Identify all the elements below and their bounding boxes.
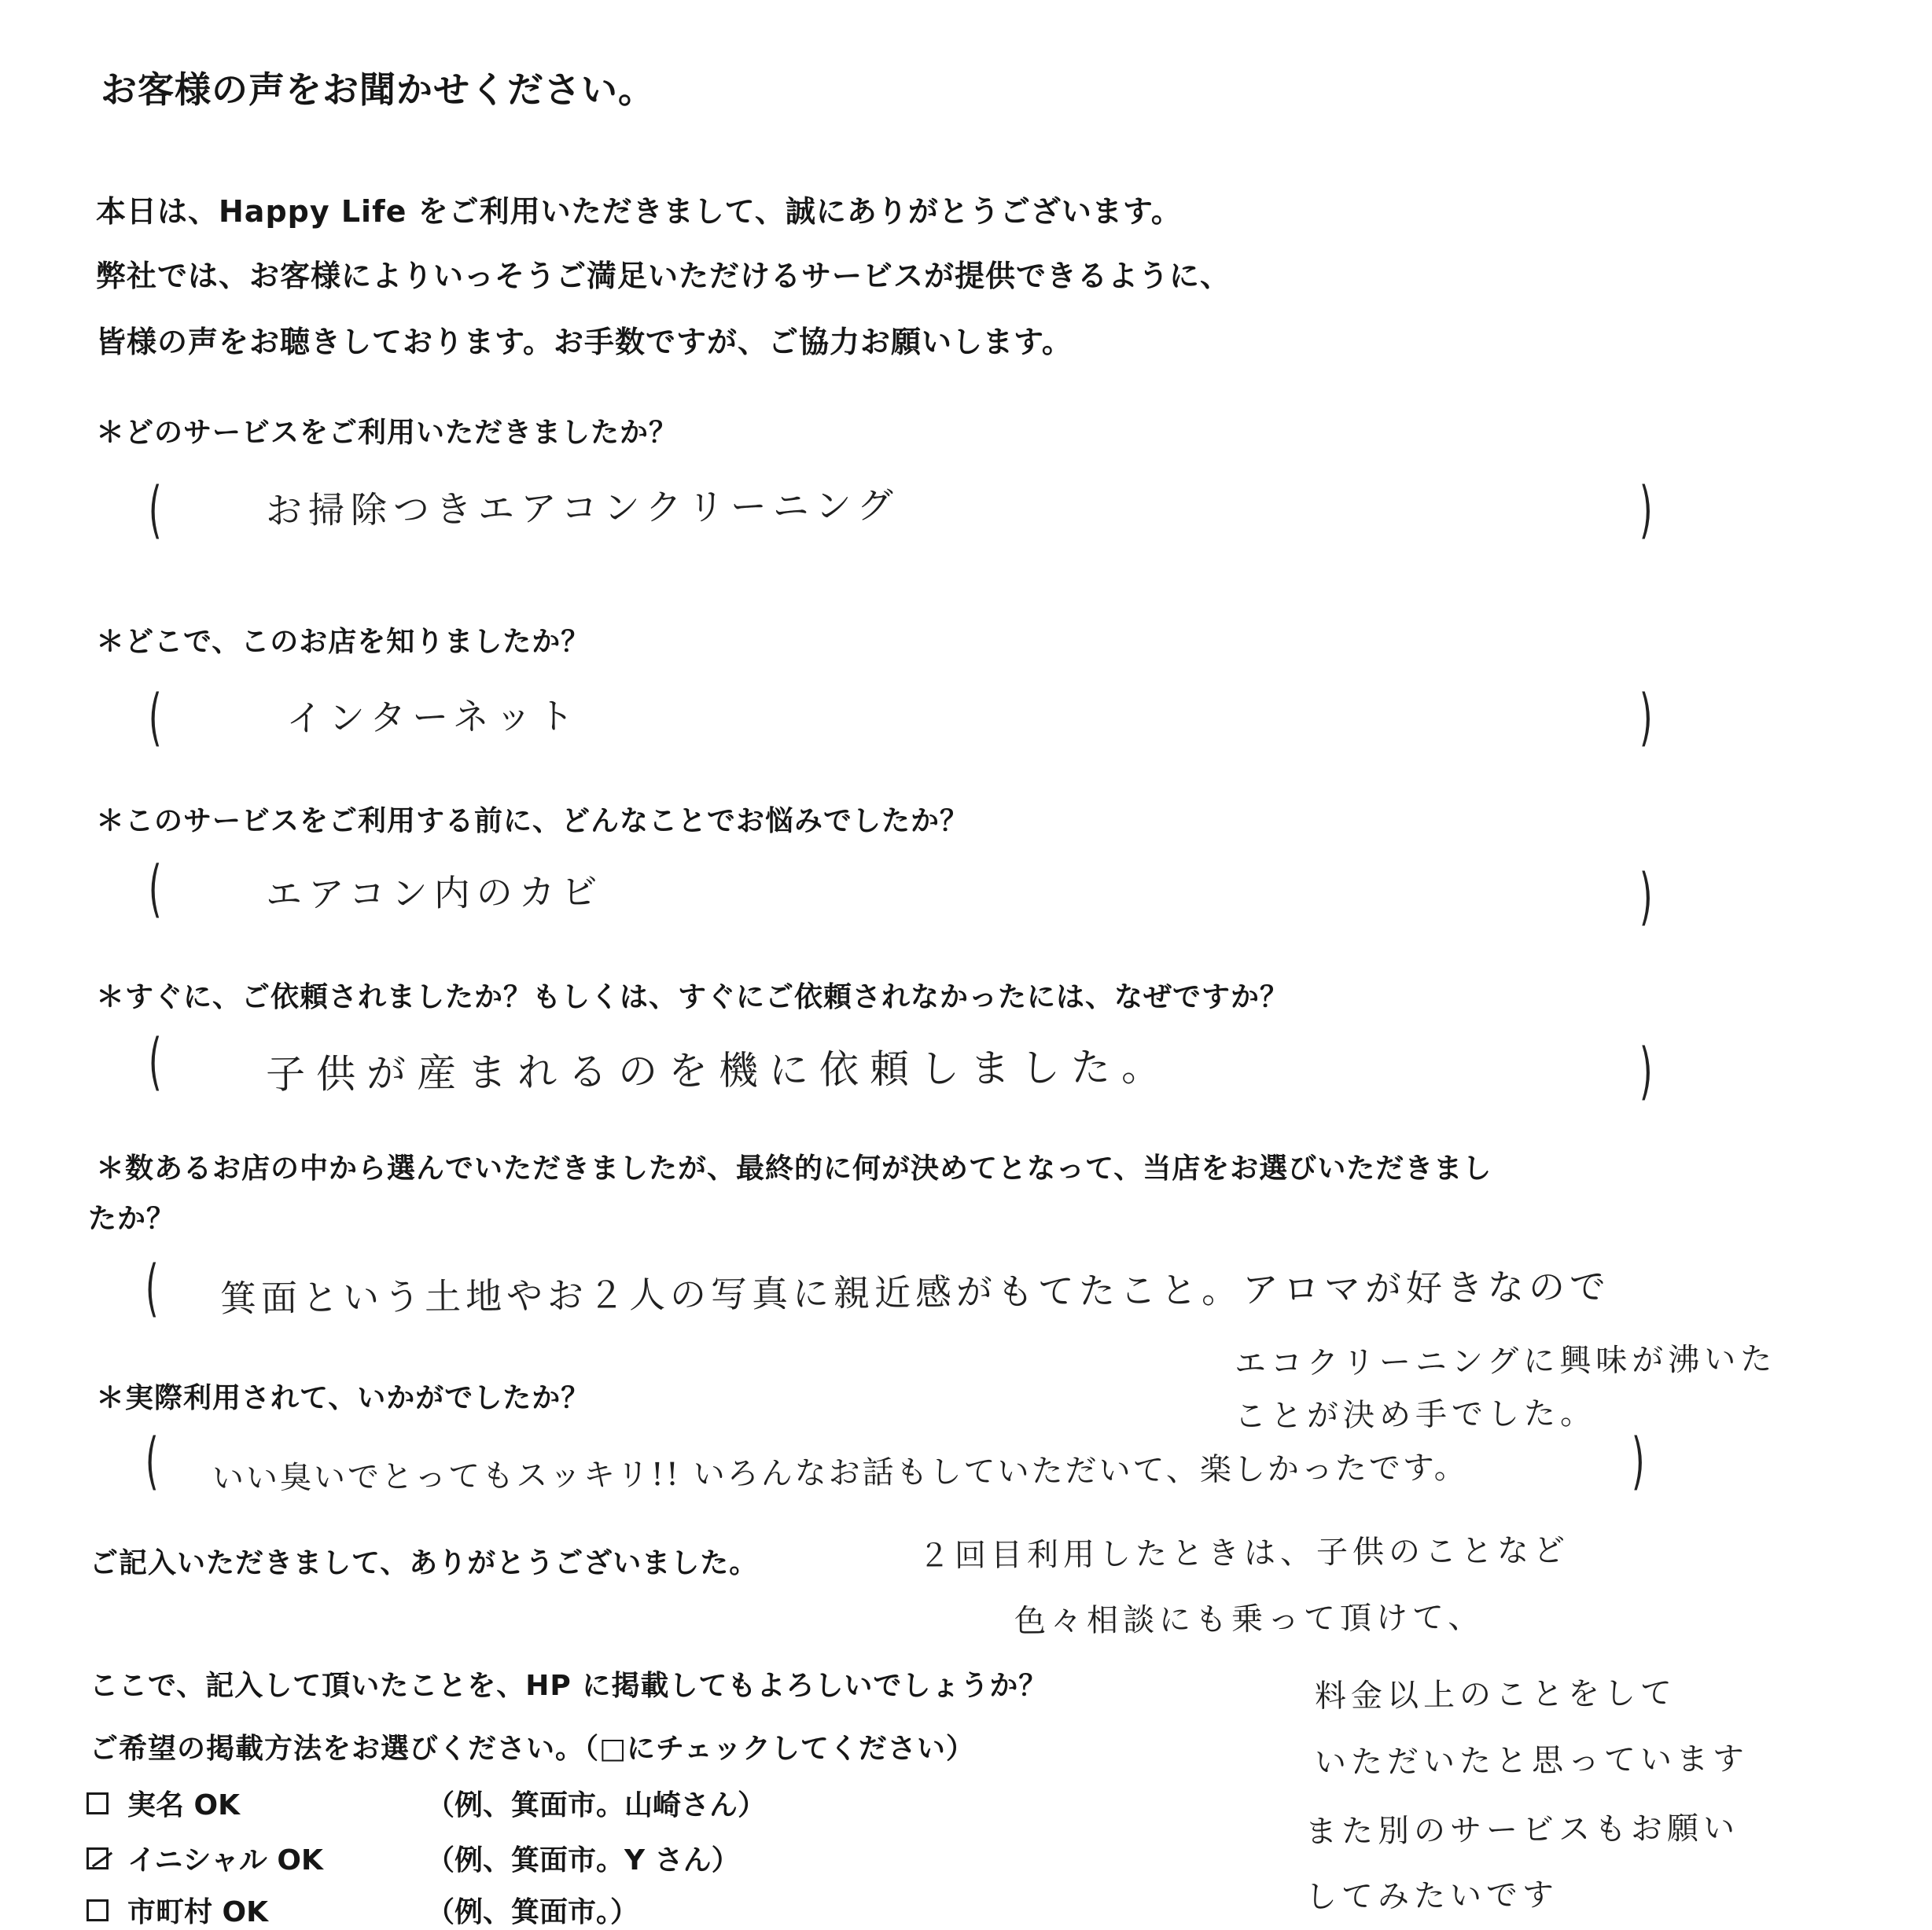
open-paren: ( xyxy=(148,682,162,753)
checkbox-checked[interactable] xyxy=(86,1847,109,1869)
option-real-name[interactable] xyxy=(86,1783,766,1823)
handwritten-answer[interactable]: いい臭いでとってもスッキリ!! いろんなお話もしていただいて、楽しかったです。 xyxy=(212,1450,1468,1497)
option-example: （例、箕面市。山崎さん） xyxy=(426,1789,767,1822)
option-example: （例、箕面市。） xyxy=(426,1896,639,1928)
handwritten-answer[interactable]: 色々相談にも乗って頂けて、 xyxy=(1014,1599,1485,1640)
question-label: ＊どのサービスをご利用いただきましたか？ xyxy=(96,417,679,449)
intro-line: 弊社では、お客様によりいっそうご満足いただけるサービスが提供できるように、 xyxy=(96,259,1231,293)
handwritten-answer[interactable]: してみたいです xyxy=(1305,1877,1559,1916)
open-paren: ( xyxy=(148,1027,162,1097)
close-paren: ) xyxy=(1639,1036,1653,1107)
checkbox[interactable] xyxy=(86,1899,109,1921)
handwritten-answer[interactable]: お掃除つきエアコンクリーニング xyxy=(265,483,900,532)
open-paren: ( xyxy=(145,1253,159,1324)
handwritten-answer[interactable]: ２回目利用したときは、子供のことなど xyxy=(918,1532,1570,1575)
open-paren: ( xyxy=(148,475,162,546)
handwritten-answer[interactable]: エコクリーニングに興味が沸いた xyxy=(1234,1340,1777,1383)
option-label: 実名 OK xyxy=(127,1789,241,1822)
option-label: 市町村 OK xyxy=(127,1896,269,1928)
page-title: お客様の声をお聞かせください。 xyxy=(101,68,655,111)
open-paren: ( xyxy=(145,1426,159,1497)
handwritten-answer[interactable]: また別のサービスもお願い xyxy=(1305,1810,1740,1851)
question-label: ＊すぐに、ご依頼されましたか？もしくは、すぐにご依頼されなかったには、なぜですか？ xyxy=(96,981,1290,1013)
close-paren: ) xyxy=(1639,862,1653,932)
question-label-cont: たか？ xyxy=(88,1203,176,1235)
handwritten-answer[interactable]: 子供が産まれるのを機に依頼しました。 xyxy=(265,1043,1172,1098)
close-paren: ) xyxy=(1631,1426,1645,1497)
choose-instruction: ご希望の掲載方法をお選びください。（□にチェックしてください） xyxy=(90,1733,975,1765)
option-label: イニシャル OK xyxy=(127,1844,323,1877)
handwritten-answer[interactable]: いただいたと思っています xyxy=(1314,1741,1750,1781)
intro-line: 本日は、Happy Life をご利用いただきまして、誠にありがとうございます。 xyxy=(96,194,1182,229)
option-example: （例、箕面市。Y さん） xyxy=(426,1844,740,1877)
option-municipality[interactable] xyxy=(86,1890,638,1930)
handwritten-answer[interactable]: エアコン内のカビ xyxy=(265,870,604,916)
question-label: ＊数あるお店の中から選んでいただきましたが、最終的に何が決めてとなって、当店をお選びいただきまし xyxy=(96,1152,1492,1185)
close-paren: ) xyxy=(1639,682,1653,753)
question-label: ＊このサービスをご利用する前に、どんなことでお悩みでしたか？ xyxy=(96,805,970,837)
open-paren: ( xyxy=(148,854,162,925)
handwritten-answer[interactable]: 箕面という土地やお２人の写真に親近感がもてたこと。アロマが好きなので xyxy=(219,1265,1611,1320)
handwritten-answer[interactable]: 料金以上のことをして xyxy=(1314,1675,1677,1715)
intro-line: 皆様の声をお聴きしております。お手数ですが、ご協力お願いします。 xyxy=(96,325,1073,359)
thanks-text: ご記入いただきまして、ありがとうございました。 xyxy=(90,1547,759,1579)
handwritten-answer[interactable]: インターネット xyxy=(285,694,581,740)
option-initial[interactable] xyxy=(86,1838,740,1878)
question-label: ＊実際利用されて、いかがでしたか？ xyxy=(96,1382,591,1414)
checkbox[interactable] xyxy=(86,1792,109,1814)
question-label: ＊どこで、このお店を知りましたか？ xyxy=(96,626,591,658)
close-paren: ) xyxy=(1639,475,1653,546)
permission-question: ここで、記入して頂いたことを、HP に掲載してもよろしいでしょうか？ xyxy=(90,1670,1048,1702)
handwritten-answer[interactable]: ことが決め手でした。 xyxy=(1234,1395,1597,1436)
